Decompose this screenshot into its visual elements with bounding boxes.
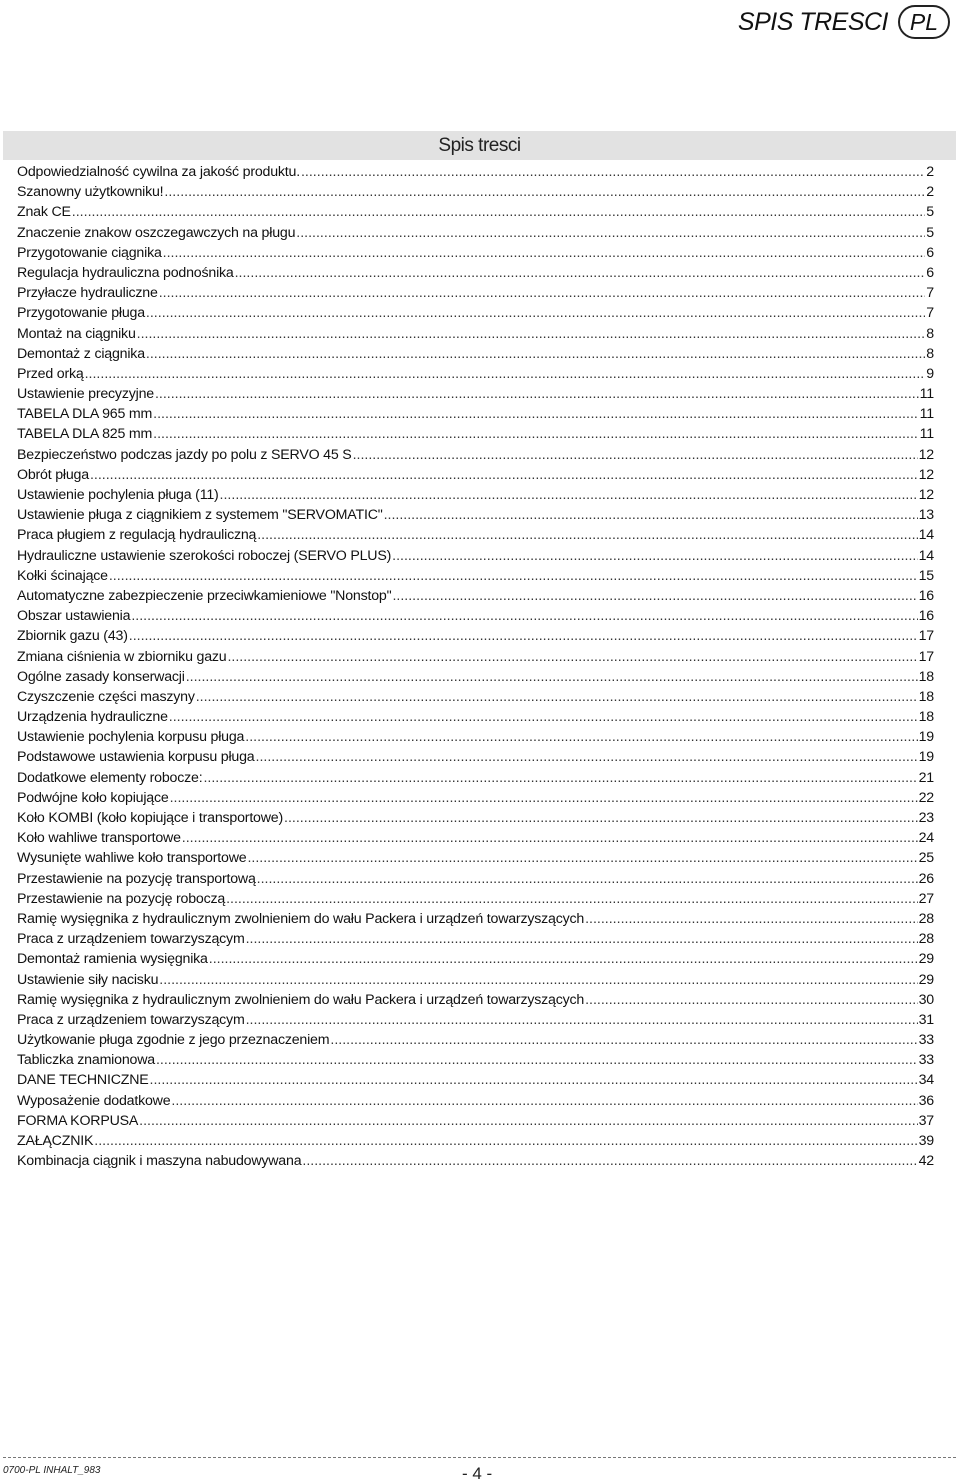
toc-entry-label: Ramię wysięgnika z hydraulicznym zwolnieniem do wału Packera i urządzeń towarzyszących — [17, 991, 585, 1008]
toc-entry-label: TABELA DLA 825 mm — [17, 426, 153, 443]
toc-entry-label: Wysunięte wahliwe koło transportowe — [17, 850, 247, 867]
toc-entry-label: DANE TECHNICZNE — [17, 1072, 149, 1089]
toc-leader-dots — [247, 848, 917, 868]
toc-entry-page: 11 — [919, 406, 934, 423]
toc-leader-dots — [94, 1131, 917, 1151]
toc-leader-dots — [330, 1030, 917, 1050]
toc-leader-dots — [302, 1151, 917, 1171]
toc-entry-page: 8 — [926, 345, 934, 362]
toc-leader-dots — [159, 283, 926, 303]
toc-entry-page: 26 — [918, 870, 934, 887]
toc-leader-dots — [392, 546, 917, 566]
toc-entry-label: Ogólne zasady konserwacji — [17, 668, 185, 685]
toc-entry[interactable] — [17, 606, 934, 626]
toc-entry-page: 12 — [918, 466, 934, 483]
toc-entry-page: 17 — [918, 628, 934, 645]
toc-entry-label: Odpowiedzialność cywilna za jakość produktu. — [17, 164, 300, 180]
toc-leader-dots — [146, 344, 925, 364]
toc-entry-page: 23 — [918, 810, 934, 826]
toc-entry[interactable] — [17, 485, 934, 505]
toc-entry[interactable] — [17, 788, 934, 808]
toc-entry-label: Dodatkowe elementy robocze: — [17, 769, 203, 786]
toc-entry-label: Praca z urządzeniem towarzyszącym — [17, 1011, 245, 1028]
toc-entry[interactable] — [17, 344, 934, 364]
toc-entry-page: 12 — [918, 487, 934, 503]
toc-entry-page: 18 — [918, 668, 934, 685]
toc-leader-dots — [585, 990, 918, 1010]
toc-leader-dots — [227, 647, 917, 667]
toc-entry-page: 5 — [926, 224, 934, 241]
toc-entry-page: 33 — [918, 1052, 934, 1069]
toc-entry[interactable] — [17, 1030, 934, 1050]
toc-leader-dots — [246, 1010, 918, 1030]
toc-leader-dots — [90, 465, 918, 485]
section-title: Spis tresci — [438, 134, 521, 156]
toc-entry-label: Przygotowanie pługa — [17, 305, 145, 322]
toc-entry-label: Zbiornik gazu (43) — [17, 628, 128, 645]
toc-leader-dots — [171, 1091, 917, 1111]
toc-entry-page: 7 — [926, 285, 934, 302]
footer-divider — [3, 1457, 956, 1458]
toc-entry-page: 29 — [918, 971, 934, 988]
toc-entry-page: 12 — [918, 446, 934, 463]
toc-leader-dots — [139, 1111, 917, 1131]
toc-entry[interactable] — [17, 586, 934, 606]
toc-leader-dots — [159, 970, 917, 990]
toc-entry[interactable] — [17, 182, 934, 202]
toc-entry-label: Ustawienie pochylenia korpusu pługa — [17, 729, 245, 746]
toc-entry-label: Demontaż ramienia wysięgnika — [17, 951, 208, 968]
toc-entry-page: 2 — [926, 164, 934, 180]
toc-entry-label: Obszar ustawienia — [17, 608, 131, 625]
toc-leader-dots — [353, 445, 918, 465]
toc-entry-label: TABELA DLA 965 mm — [17, 406, 153, 423]
toc-entry-page: 2 — [926, 184, 934, 201]
toc-entry-page: 11 — [919, 386, 934, 403]
toc-entry-label: ZAŁĄCZNIK — [17, 1133, 94, 1149]
toc-entry-page: 33 — [918, 1032, 934, 1049]
toc-entry[interactable] — [17, 1070, 934, 1090]
toc-entry[interactable] — [17, 889, 934, 909]
toc-leader-dots — [186, 667, 918, 687]
toc-entry-label: Przygotowanie ciągnika — [17, 244, 162, 261]
toc-entry-page: 19 — [918, 749, 934, 766]
toc-entry-label: Wyposażenie dodatkowe — [17, 1092, 171, 1109]
language-badge: PL — [898, 5, 950, 39]
toc-entry[interactable] — [17, 667, 934, 687]
toc-leader-dots — [392, 586, 917, 606]
toc-leader-dots — [109, 566, 918, 586]
toc-entry-label: Użytkowanie pługa zgodnie z jego przeznaczeniem — [17, 1032, 330, 1049]
toc-entry[interactable] — [17, 1111, 934, 1131]
toc-entry-page: 9 — [926, 365, 934, 382]
toc-entry[interactable] — [17, 384, 934, 404]
toc-entry-page: 39 — [918, 1133, 934, 1149]
toc-entry-label: Regulacja hydrauliczna podnośnika — [17, 264, 234, 281]
toc-entry-label: Koło KOMBI (koło kopiujące i transportowe) — [17, 810, 284, 826]
toc-entry-label: Koło wahliwe transportowe — [17, 830, 181, 847]
toc-entry[interactable] — [17, 303, 934, 323]
toc-leader-dots — [196, 687, 918, 707]
toc-leader-dots — [169, 707, 918, 727]
toc-entry-page: 16 — [918, 608, 934, 625]
toc-entry-page: 8 — [926, 325, 934, 342]
toc-leader-dots — [220, 485, 918, 505]
toc-entry[interactable] — [17, 1091, 934, 1111]
toc-leader-dots — [153, 404, 919, 424]
toc-entry-page: 31 — [918, 1011, 934, 1028]
toc-entry[interactable] — [17, 283, 934, 303]
toc-leader-dots — [163, 243, 926, 263]
toc-entry-page: 34 — [918, 1072, 934, 1089]
toc-entry-label: Podwójne koło kopiujące — [17, 789, 169, 806]
toc-entry[interactable] — [17, 707, 934, 727]
header-title: SPIS TRESCI — [737, 7, 888, 36]
toc-entry-page: 18 — [918, 709, 934, 726]
toc-entry-label: Automatyczne zabezpieczenie przeciwkamieniowe "Nonstop" — [17, 587, 392, 604]
toc-entry-label: Praca z urządzeniem towarzyszącym — [17, 931, 245, 948]
toc-leader-dots — [257, 869, 918, 889]
toc-entry[interactable] — [17, 626, 934, 646]
toc-entry[interactable] — [17, 1010, 934, 1030]
toc-leader-dots — [146, 303, 925, 323]
toc-entry-page: 28 — [918, 931, 934, 948]
toc-entry-page: 15 — [918, 567, 934, 584]
toc-leader-dots — [85, 364, 926, 384]
toc-entry-label: Szanowny użytkowniku! — [17, 184, 164, 201]
toc-entry-page: 27 — [918, 890, 934, 907]
toc-leader-dots — [209, 949, 918, 969]
toc-entry[interactable] — [17, 970, 934, 990]
toc-leader-dots — [156, 1050, 918, 1070]
toc-leader-dots — [150, 1070, 918, 1090]
toc-entry-label: Tabliczka znamionowa — [17, 1052, 155, 1069]
toc-leader-dots — [182, 828, 918, 848]
toc-entry-page: 11 — [919, 426, 934, 443]
toc-entry[interactable] — [17, 990, 934, 1010]
toc-entry[interactable] — [17, 687, 934, 707]
toc-entry[interactable] — [17, 324, 934, 344]
toc-entry-label: Urządzenia hydrauliczne — [17, 709, 168, 726]
toc-entry-label: Przed orką — [17, 365, 84, 382]
toc-leader-dots — [72, 202, 926, 222]
toc-entry[interactable] — [17, 747, 934, 767]
toc-leader-dots — [164, 182, 925, 202]
toc-entry-label: Praca pługiem z regulacją hydrauliczną — [17, 527, 257, 544]
toc-entry[interactable] — [17, 1151, 934, 1171]
toc-leader-dots — [284, 808, 918, 828]
toc-entry[interactable] — [17, 162, 934, 182]
toc-entry[interactable] — [17, 1131, 934, 1151]
toc-entry-page: 30 — [918, 991, 934, 1008]
toc-entry[interactable] — [17, 768, 934, 788]
toc-entry-label: Hydrauliczne ustawienie szerokości roboczej (SERVO PLUS) — [17, 547, 392, 564]
toc-entry[interactable] — [17, 1050, 934, 1070]
toc-entry-page: 18 — [918, 688, 934, 705]
toc-entry-page: 17 — [918, 648, 934, 665]
toc-entry[interactable] — [17, 505, 934, 525]
toc-entry-label: Ustawienie pochylenia pługa (11) — [17, 487, 219, 503]
toc-entry[interactable] — [17, 869, 934, 889]
toc-entry[interactable] — [17, 223, 934, 243]
toc-leader-dots — [155, 384, 919, 404]
toc-entry-page: 14 — [918, 527, 934, 544]
toc-leader-dots — [203, 768, 917, 788]
toc-entry-label: Czyszczenie części maszyny — [17, 688, 195, 705]
toc-entry-page: 13 — [918, 507, 934, 524]
toc-entry[interactable] — [17, 929, 934, 949]
toc-entry-page: 5 — [926, 204, 934, 221]
toc-entry-label: Montaż na ciągniku — [17, 325, 136, 342]
toc-entry-label: Bezpieczeństwo podczas jazdy po polu z SERVO 45 S — [17, 446, 352, 463]
toc-entry-page: 22 — [918, 789, 934, 806]
toc-entry-label: Przestawienie na pozycję roboczą — [17, 890, 226, 907]
toc-entry[interactable] — [17, 909, 934, 929]
toc-entry-label: Ramię wysięgnika z hydraulicznym zwolnieniem do wału Packera i urządzeń towarzyszących — [17, 910, 585, 927]
toc-leader-dots — [170, 788, 918, 808]
toc-entry-label: Kołki ścinające — [17, 567, 108, 584]
toc-entry-label: Ustawienie pługa z ciągnikiem z systemem "SERVOMATIC" — [17, 507, 383, 524]
toc-entry[interactable] — [17, 404, 934, 424]
toc-entry-page: 28 — [918, 910, 934, 927]
toc-leader-dots — [129, 626, 918, 646]
toc-entry[interactable] — [17, 465, 934, 485]
toc-entry-page: 16 — [918, 587, 934, 604]
toc-entry[interactable] — [17, 566, 934, 586]
toc-entry[interactable] — [17, 525, 934, 545]
toc-entry[interactable] — [17, 243, 934, 263]
toc-entry-page: 25 — [918, 850, 934, 867]
toc-entry-label: Podstawowe ustawienia korpusu pługa — [17, 749, 255, 766]
toc-entry-label: Przestawienie na pozycję transportową — [17, 870, 256, 887]
toc-entry[interactable] — [17, 546, 934, 566]
toc-entry-page: 14 — [918, 547, 934, 564]
toc-leader-dots — [585, 909, 918, 929]
toc-entry-label: FORMA KORPUSA — [17, 1112, 139, 1129]
toc-entry-page: 21 — [918, 769, 934, 786]
toc-entry-page: 42 — [918, 1153, 934, 1170]
toc-leader-dots — [257, 525, 917, 545]
toc-entry-page: 6 — [926, 244, 934, 261]
toc-entry-label: Ustawienie precyzyjne — [17, 386, 154, 403]
toc-entry-label: Znaczenie znakow oszczegawczych na pługu — [17, 224, 296, 241]
toc-leader-dots — [235, 263, 926, 283]
toc-leader-dots — [153, 424, 919, 444]
toc-entry-page: 36 — [918, 1092, 934, 1109]
toc-entry[interactable] — [17, 828, 934, 848]
toc-entry[interactable] — [17, 263, 934, 283]
toc-entry[interactable] — [17, 949, 934, 969]
toc-entry-page: 6 — [926, 264, 934, 281]
toc-leader-dots — [256, 747, 918, 767]
toc-entry[interactable] — [17, 647, 934, 667]
toc-leader-dots — [245, 727, 917, 747]
toc-entry[interactable] — [17, 364, 934, 384]
toc-leader-dots — [246, 929, 918, 949]
toc-leader-dots — [131, 606, 917, 626]
toc-leader-dots — [296, 223, 925, 243]
page-number: - 4 - — [462, 1464, 493, 1483]
toc-entry-label: Znak CE — [17, 204, 71, 221]
toc-leader-dots — [384, 505, 918, 525]
page-header — [738, 0, 950, 44]
toc-entry[interactable] — [17, 424, 934, 444]
section-title-bar — [3, 131, 956, 160]
toc-entry-label: Zmiana ciśnienia w zbiorniku gazu — [17, 648, 227, 665]
toc-leader-dots — [137, 324, 926, 344]
toc-entry-label: Ustawienie siły nacisku — [17, 971, 159, 988]
table-of-contents — [17, 162, 934, 1171]
toc-entry[interactable] — [17, 727, 934, 747]
toc-entry-page: 29 — [918, 951, 934, 968]
toc-entry[interactable] — [17, 202, 934, 222]
toc-entry[interactable] — [17, 848, 934, 868]
toc-entry-label: Przyłacze hydrauliczne — [17, 285, 158, 302]
toc-entry-page: 37 — [918, 1112, 934, 1129]
toc-entry-page: 7 — [926, 305, 934, 322]
toc-entry-label: Demontaż z ciągnika — [17, 345, 145, 362]
toc-entry-page: 19 — [918, 729, 934, 746]
document-code: 0700-PL INHALT_983 — [3, 1465, 101, 1476]
toc-entry-label: Kombinacja ciągnik i maszyna nabudowywana — [17, 1153, 302, 1170]
toc-entry[interactable] — [17, 808, 934, 828]
toc-leader-dots — [301, 162, 925, 182]
toc-leader-dots — [226, 889, 918, 909]
toc-entry[interactable] — [17, 445, 934, 465]
toc-entry-label: Obrót pługa — [17, 466, 89, 483]
toc-entry-page: 24 — [918, 830, 934, 847]
